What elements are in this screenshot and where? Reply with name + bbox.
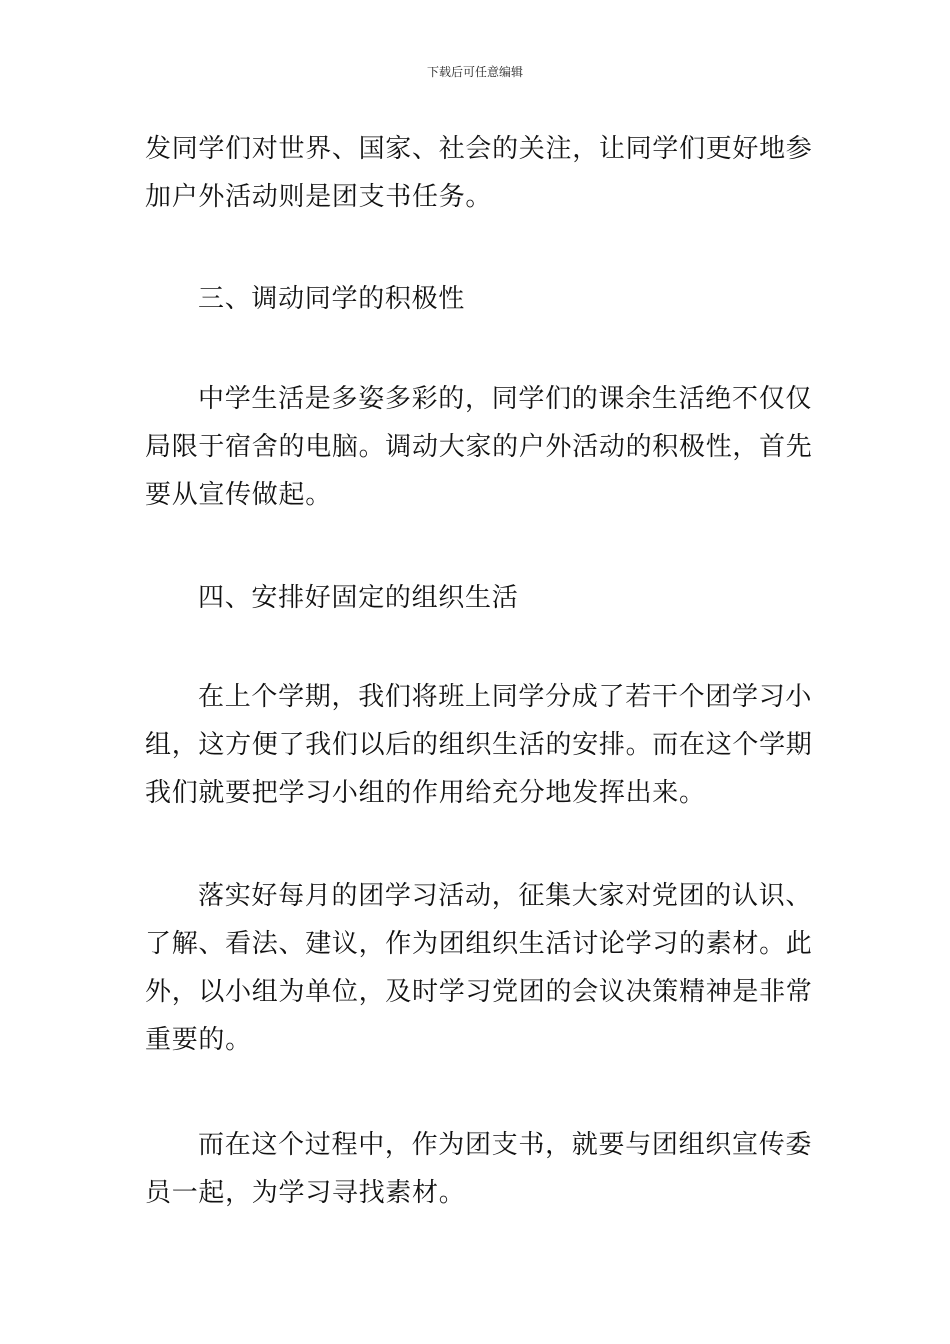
- text-line: 在上个学期，我们将班上同学分成了若干个团学习小: [198, 682, 813, 712]
- text-line: 落实好每月的团学习活动，征集大家对党团的认识、: [198, 881, 813, 911]
- paragraph-monthly-activities: [145, 872, 813, 1064]
- paragraph-continuation: [145, 125, 813, 221]
- page-header: 下载后可任意编辑: [426, 65, 523, 79]
- text-line: 中学生活是多姿多彩的，同学们的课余生活绝不仅仅: [198, 384, 813, 414]
- paragraph-secretary-role: [145, 1121, 813, 1217]
- paragraph-study-groups: [145, 673, 813, 817]
- text-line: 要从宣传做起。: [145, 480, 332, 510]
- text-line: 加户外活动则是团支书任务。: [145, 182, 493, 212]
- text-line: 我们就要把学习小组的作用给充分地发挥出来。: [145, 778, 706, 808]
- text-line: 组，这方便了我们以后的组织生活的安排。而在这个学期: [145, 730, 813, 760]
- heading-text: 三、调动同学的积极性: [198, 284, 466, 314]
- text-line: 重要的。: [145, 1025, 252, 1055]
- text-line: 而在这个过程中，作为团支书，就要与团组织宣传委: [198, 1130, 813, 1160]
- text-line: 局限于宿舍的电脑。调动大家的户外活动的积极性，首先: [145, 432, 813, 462]
- text-line: 了解、看法、建议，作为团组织生活讨论学习的素材。此: [145, 929, 813, 959]
- section-heading-3: [145, 275, 863, 323]
- text-line: 员一起，为学习寻找素材。: [145, 1178, 466, 1208]
- text-line: 外，以小组为单位，及时学习党团的会议决策精神是非常: [145, 977, 813, 1007]
- text-line: 发同学们对世界、国家、社会的关注，让同学们更好地参: [145, 134, 813, 164]
- heading-text: 四、安排好固定的组织生活: [198, 583, 519, 613]
- paragraph-campus-life: [145, 375, 813, 519]
- section-heading-4: [145, 574, 863, 622]
